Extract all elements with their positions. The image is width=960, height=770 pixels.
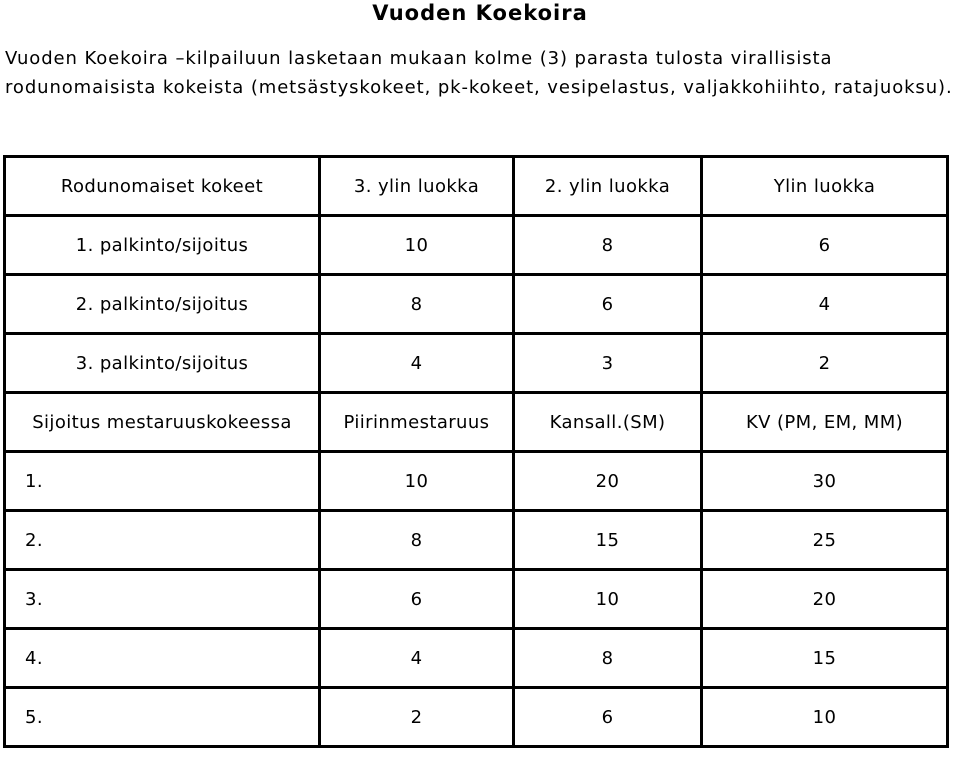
points-table (3, 155, 949, 748)
table-cell: 10 (703, 689, 949, 748)
table-cell: 8 (321, 276, 515, 335)
table-cell: 30 (703, 453, 949, 512)
table-cell: 15 (703, 630, 949, 689)
table-row (6, 689, 949, 748)
table-cell: 6 (515, 276, 703, 335)
table-cell: 15 (515, 512, 703, 571)
table-header-cell: Sijoitus mestaruuskokeessa (6, 394, 321, 453)
table-header-cell: 2. ylin luokka (515, 158, 703, 217)
table-row (6, 453, 949, 512)
table-cell: 8 (515, 217, 703, 276)
table-header-cell: 3. ylin luokka (321, 158, 515, 217)
table-cell: 6 (703, 217, 949, 276)
table-cell: 1. (6, 453, 321, 512)
table-cell: 6 (321, 571, 515, 630)
table-header-cell: Ylin luokka (703, 158, 949, 217)
table-cell: 20 (703, 571, 949, 630)
table-cell: 3. palkinto/sijoitus (6, 335, 321, 394)
table-cell: 2 (703, 335, 949, 394)
table-row (6, 276, 949, 335)
table-row (6, 335, 949, 394)
table-header-cell: KV (PM, EM, MM) (703, 394, 949, 453)
table-cell: 1. palkinto/sijoitus (6, 217, 321, 276)
table-cell: 25 (703, 512, 949, 571)
table-header-cell: Kansall.(SM) (515, 394, 703, 453)
table-row (6, 630, 949, 689)
table-cell: 8 (515, 630, 703, 689)
table-header-cell: Piirinmestaruus (321, 394, 515, 453)
table-cell: 10 (321, 217, 515, 276)
table-cell: 3. (6, 571, 321, 630)
table-cell: 5. (6, 689, 321, 748)
document-title: Vuoden Koekoira (372, 1, 588, 25)
table-cell: 4 (321, 335, 515, 394)
table-cell: 4. (6, 630, 321, 689)
table-cell: 4 (321, 630, 515, 689)
table-header-row (6, 394, 949, 453)
table-cell: 6 (515, 689, 703, 748)
table-header-row (6, 158, 949, 217)
table-cell: 2 (321, 689, 515, 748)
table-cell: 2. (6, 512, 321, 571)
table-row (6, 217, 949, 276)
table-cell: 8 (321, 512, 515, 571)
table-cell: 4 (703, 276, 949, 335)
table-cell: 10 (321, 453, 515, 512)
table-header-cell: Rodunomaiset kokeet (6, 158, 321, 217)
table-row (6, 512, 949, 571)
table-row (6, 571, 949, 630)
table-cell: 2. palkinto/sijoitus (6, 276, 321, 335)
intro-paragraph: Vuoden Koekoira –kilpailuun lasketaan mukaan kolme (3) parasta tulosta virallisista rodunomaisista kokeista (metsästyskokeet, pk-kokeet, vesipelastus, valjakkohiihto, ratajuoksu). (5, 48, 953, 98)
table-cell: 3 (515, 335, 703, 394)
table-cell: 10 (515, 571, 703, 630)
table-cell: 20 (515, 453, 703, 512)
